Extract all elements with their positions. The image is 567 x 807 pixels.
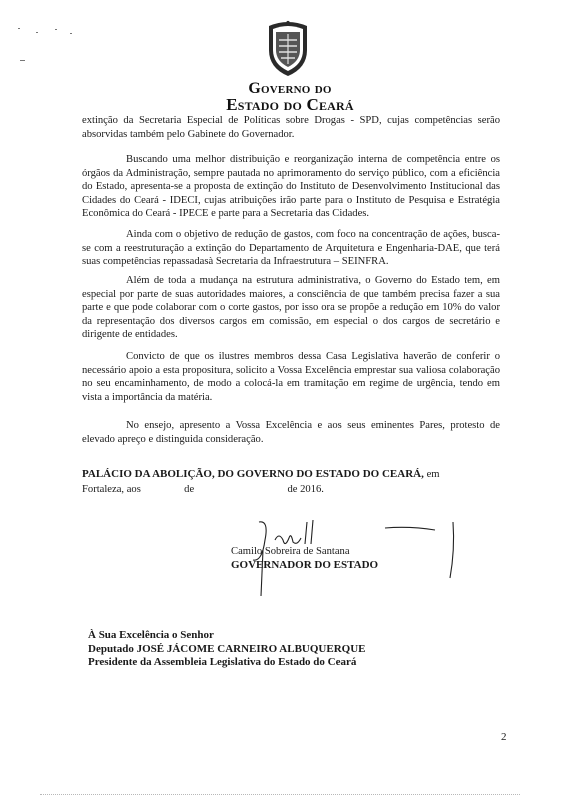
addressee-salutation: À Sua Excelência o Senhor bbox=[88, 629, 214, 641]
scan-speck bbox=[70, 33, 72, 34]
closing-place bbox=[82, 468, 440, 480]
body-paragraph: No ensejo, apresento a Vossa Excelência e aos seus eminentes Pares, protesto de elevado apreço e distinguida consideração. bbox=[82, 420, 500, 445]
scan-speck bbox=[18, 28, 20, 29]
closing-city: Fortaleza, aos bbox=[82, 484, 141, 495]
body-paragraph: Convicto de que os ilustres membros dessa Casa Legislativa haverão de conferir o necessário apoio a esta propositura, solicito a Vossa Excelência emprestar sua valiosa colaboração no seu encaminhamento, de modo a colocá-la em tramitação em regime de urgência, tendo em vista a importância da matéria. bbox=[82, 351, 500, 403]
addressee-title: Presidente da Assembleia Legislativa do Estado do Ceará bbox=[88, 656, 357, 668]
closing-date-line bbox=[82, 484, 324, 495]
closing-year: de 2016. bbox=[287, 484, 324, 495]
scan-bottom-edge bbox=[40, 794, 520, 796]
closing-place-text: PALÁCIO DA ABOLIÇÃO, DO GOVERNO DO ESTADO DO CEARÁ, bbox=[82, 468, 424, 480]
government-title-line2: Estado do Ceará bbox=[226, 95, 354, 114]
closing-em: em bbox=[426, 469, 440, 480]
scan-speck bbox=[55, 29, 57, 30]
body-paragraph: Ainda com o objetivo de redução de gastos, com foco na concentração de ações, busca-se com a reestruturação a extinção do Departamento de Arquitetura e Engenharia-DAE, que terá suas competências repassadasà Secretaria da Infraestrutura – SEINFRA. bbox=[82, 229, 500, 268]
addressee-name: Deputado JOSÉ JÁCOME CARNEIRO ALBUQUERQUE bbox=[88, 643, 366, 655]
page-number: 2 bbox=[501, 731, 507, 743]
government-title-line1: Governo do bbox=[248, 80, 332, 97]
closing-de: de bbox=[184, 484, 195, 495]
signatory-role: GOVERNADOR DO ESTADO bbox=[231, 559, 379, 571]
scan-speck bbox=[20, 60, 25, 61]
body-paragraph: Além de toda a mudança na estrutura administrativa, o Governo do Estado tem, em especial por parte de suas autoridades maiores, a consciência de que também precisa fazer a sua parte e que pode colaborar com o corte gastos, por isso ora se propõe a redução em 10% do valor da representação dos diversos cargos em comissão, em especial o dos cargos de secretário e dirigente de entidades. bbox=[82, 275, 500, 341]
body-paragraph: extinção da Secretaria Especial de Políticas sobre Drogas - SPD, cujas competências serão absorvidas também pelo Gabinete do Governador. bbox=[82, 115, 500, 140]
body-paragraph: Buscando uma melhor distribuição e reorganização interna de competência entre os órgãos da Administração, sempre pautada no aprimoramento do serviço público, com a eficiência do Estado, apresenta-se a proposta de extinção do Instituto de Desenvolvimento Institucional das Cidades do Ceará - IDECI, cujas atribuições irão parte para o Instituto de Pesquisa e Estratégia Econômica do Ceará - IPECE e parte para a Secretaria das Cidades. bbox=[82, 154, 500, 220]
scan-speck bbox=[36, 32, 38, 33]
state-crest-icon bbox=[265, 20, 311, 78]
signatory-name: Camilo Sobreira de Santana bbox=[231, 546, 350, 557]
